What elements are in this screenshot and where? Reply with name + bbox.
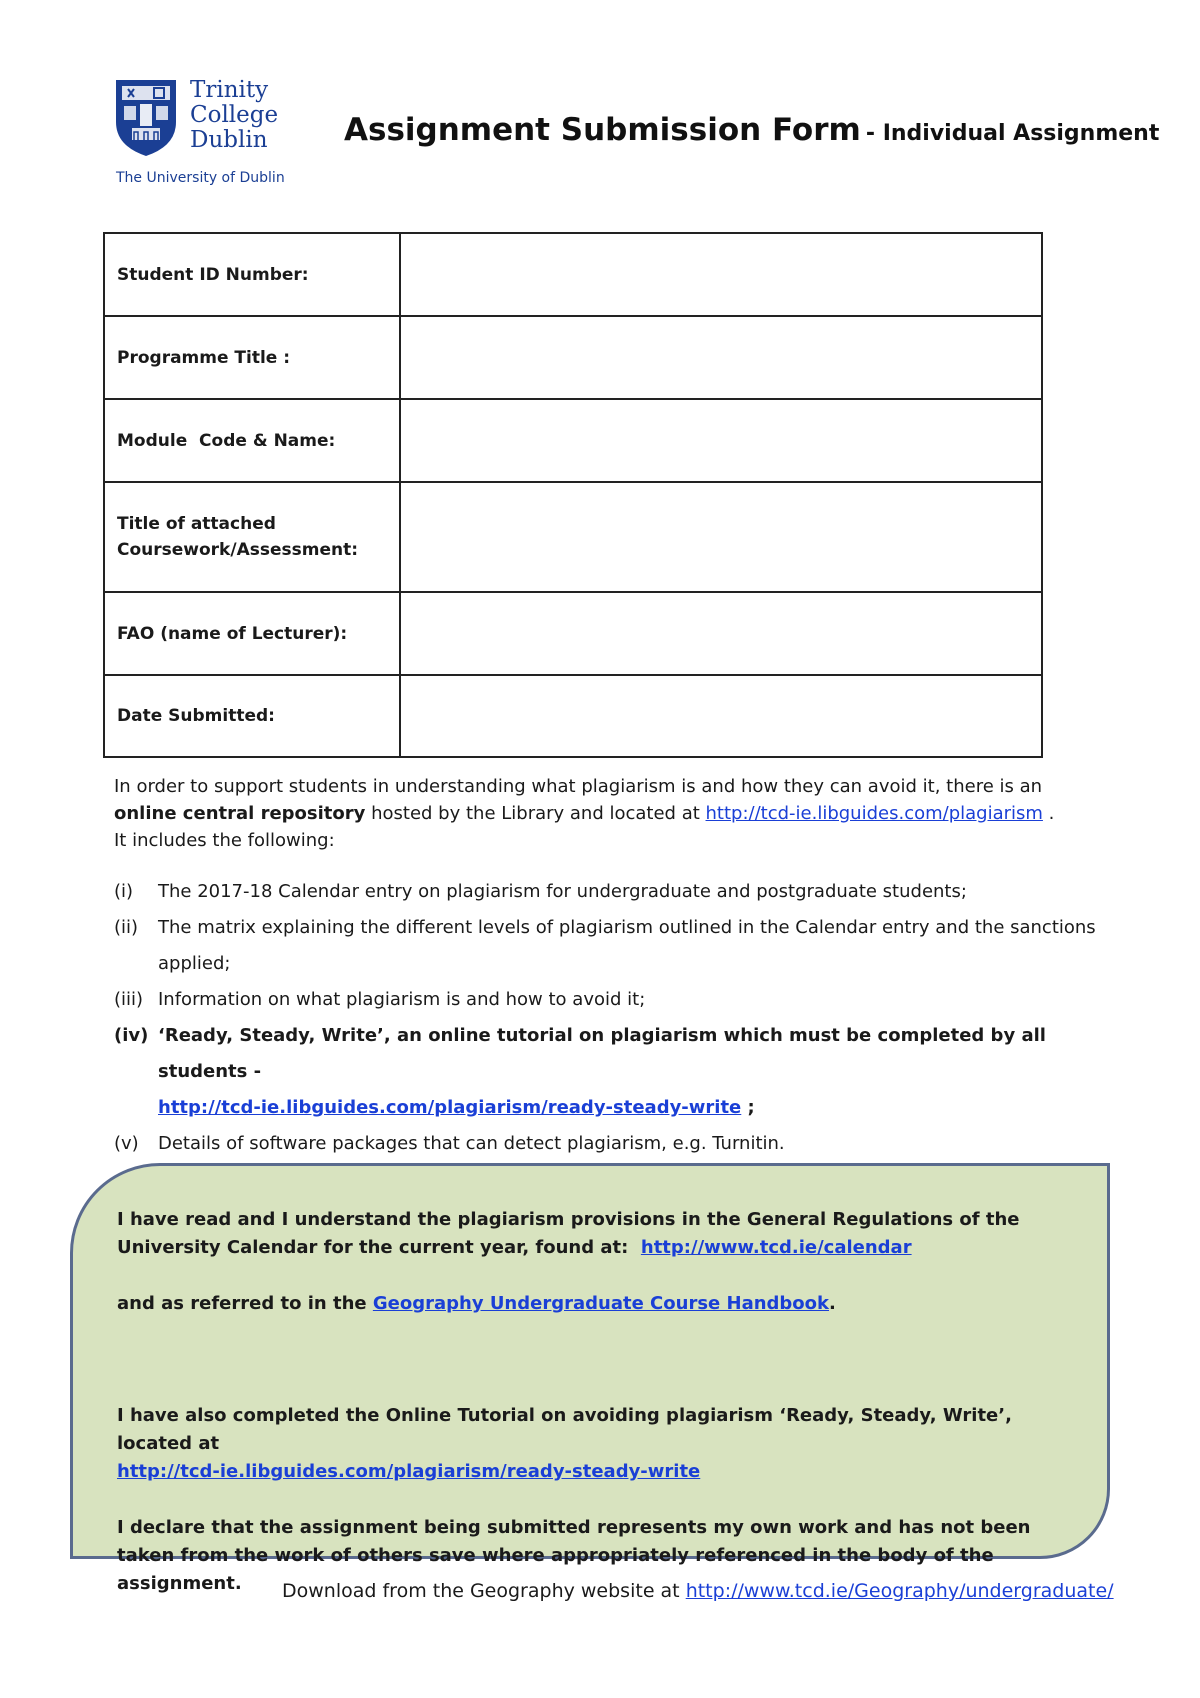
- list-item-number: (iv): [114, 1025, 149, 1046]
- module-field[interactable]: [400, 399, 1042, 482]
- declaration-paragraph-2: [117, 1290, 1067, 1318]
- form-title: Assignment Submission Form: [344, 112, 861, 148]
- repository-contents-list: [114, 874, 1104, 1162]
- logo-line-3: Dublin: [190, 127, 268, 153]
- form-row-date-submitted: [104, 675, 1042, 757]
- logo-subtitle: The University of Dublin: [116, 170, 285, 186]
- programme-title-field[interactable]: [400, 316, 1042, 399]
- student-id-label: Student ID Number:: [104, 233, 400, 316]
- tcd-logo: [114, 78, 284, 190]
- course-handbook-link[interactable]: Geography Undergraduate Course Handbook: [372, 1293, 830, 1314]
- list-item: [114, 982, 1104, 1018]
- list-item-after: ;: [741, 1097, 755, 1118]
- intro-line-2: [114, 800, 1094, 827]
- list-item-text: Details of software packages that can detect plagiarism, e.g. Turnitin.: [158, 1133, 785, 1154]
- plagiarism-repository-link[interactable]: http://tcd-ie.libguides.com/plagiarism: [705, 803, 1043, 824]
- tcd-crest-icon: [114, 78, 178, 158]
- fao-field[interactable]: [400, 592, 1042, 675]
- module-label: Module Code & Name:: [104, 399, 400, 482]
- intro-line-1: In order to support students in understanding what plagiarism is and how they can avoid it, there is an: [114, 776, 1043, 797]
- form-subtitle: - Individual Assignment: [865, 121, 1160, 146]
- list-item-text: Information on what plagiarism is and how to avoid it;: [158, 989, 646, 1010]
- list-item: [114, 874, 1104, 910]
- intro-text-2: hosted by the Library and located at: [365, 803, 706, 824]
- list-item-number: (ii): [114, 917, 139, 938]
- declaration-text-2-end: .: [829, 1293, 836, 1314]
- declaration-text-2: and as referred to in the: [117, 1293, 373, 1314]
- fao-label: FAO (name of Lecturer):: [104, 592, 400, 675]
- form-row-module: [104, 399, 1042, 482]
- declaration-paragraph-1: [117, 1206, 1067, 1262]
- geography-website-link[interactable]: http://www.tcd.ie/Geography/undergraduate/: [685, 1580, 1114, 1602]
- intro-bold-text: online central repository: [114, 803, 366, 824]
- coursework-title-label: [104, 482, 400, 592]
- download-footer: [282, 1580, 1114, 1602]
- form-row-programme-title: [104, 316, 1042, 399]
- date-submitted-label: Date Submitted:: [104, 675, 400, 757]
- coursework-title-field[interactable]: [400, 482, 1042, 592]
- list-item-text: The matrix explaining the different levels of plagiarism outlined in the Calendar entry and the sanctions applied;: [158, 917, 1096, 974]
- declaration-paragraph-3: [117, 1402, 1067, 1486]
- coursework-title-label-line-2: Coursework/Assessment:: [117, 540, 359, 560]
- list-item: [114, 1126, 1104, 1162]
- student-id-field[interactable]: [400, 233, 1042, 316]
- list-item: [114, 1018, 1104, 1126]
- intro-line-3: It includes the following:: [114, 830, 335, 851]
- declaration-text-3: I have also completed the Online Tutorial on avoiding plagiarism ‘Ready, Steady, Write’, located at: [117, 1405, 1012, 1454]
- form-row-coursework-title: [104, 482, 1042, 592]
- coursework-title-label-line-1: Title of attached: [117, 514, 276, 534]
- programme-title-label: Programme Title :: [104, 316, 400, 399]
- list-item-number: (iii): [114, 989, 144, 1010]
- list-item-text: ‘Ready, Steady, Write’, an online tutorial on plagiarism which must be completed by all students -: [158, 1025, 1046, 1082]
- list-item-number: (v): [114, 1133, 139, 1154]
- logo-line-1: Trinity: [190, 77, 269, 103]
- list-item-text: The 2017-18 Calendar entry on plagiarism for undergraduate and postgraduate students;: [158, 881, 967, 902]
- date-submitted-field[interactable]: [400, 675, 1042, 757]
- logo-line-2: College: [190, 102, 279, 128]
- calendar-link[interactable]: http://www.tcd.ie/calendar: [640, 1237, 912, 1258]
- declaration-paragraph-4: I declare that the assignment being submitted represents my own work and has not been taken from the work of others save where appropriately referenced in the body of the assignment.: [117, 1517, 1031, 1594]
- declaration-text-1: I have read and I understand the plagiarism provisions in the General Regulations of the University Calendar for the current year, found at:: [117, 1209, 1026, 1258]
- footer-text: Download from the Geography website at: [282, 1580, 686, 1602]
- list-item-number: (i): [114, 881, 134, 902]
- submission-form-table: [103, 232, 1043, 758]
- form-row-fao: [104, 592, 1042, 675]
- intro-text-3: .: [1042, 803, 1055, 824]
- tutorial-link[interactable]: http://tcd-ie.libguides.com/plagiarism/ready-steady-write: [117, 1461, 701, 1482]
- page-title: [344, 112, 1159, 148]
- list-item: [114, 910, 1104, 982]
- form-row-student-id: [104, 233, 1042, 316]
- intro-paragraph: [114, 773, 1094, 854]
- ready-steady-write-link[interactable]: http://tcd-ie.libguides.com/plagiarism/ready-steady-write: [158, 1097, 742, 1118]
